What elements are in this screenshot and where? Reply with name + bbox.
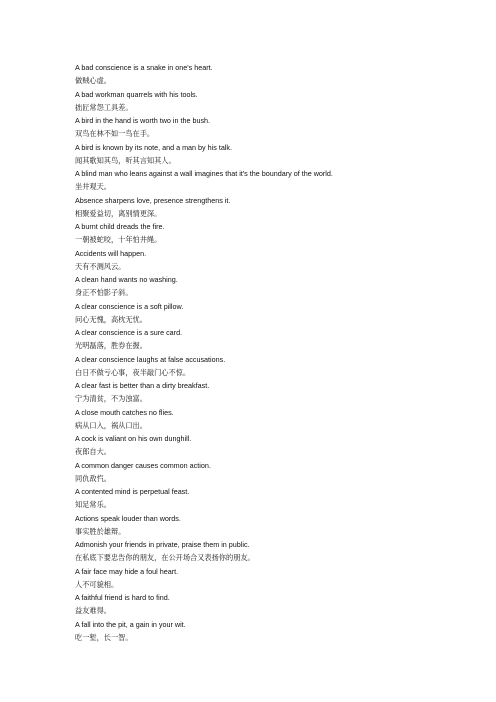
proverb-chinese: 夜郎自大。 [75, 447, 111, 456]
proverb-entry [75, 618, 475, 645]
proverb-chinese: 人不可貌相。 [75, 579, 119, 589]
proverb-english: A fair face may hide a foul heart. [75, 566, 179, 576]
proverb-english: A burnt child dreads the fire. [75, 222, 165, 231]
proverb-chinese: 病从口入，祸从口出。 [75, 420, 147, 430]
proverb-english: A clear conscience is a sure card. [75, 328, 183, 337]
proverb-chinese: 一朝被蛇咬，十年怕井绳。 [75, 235, 162, 244]
proverb-entry [75, 273, 475, 300]
proverb-english: A cock is valiant on his own dunghill. [75, 434, 192, 443]
proverb-english: A blind man who leans against a wall imagines that it's the boundary of the world. [75, 169, 333, 178]
proverb-english: A bad conscience is a snake in one's heart. [75, 63, 213, 72]
proverb-english: Admonish your friends in private, praise them in public. [75, 540, 250, 549]
proverb-english: A faithful friend is hard to find. [75, 593, 170, 602]
proverb-entry [75, 114, 475, 141]
proverb-chinese: 吃一堑，长一智。 [75, 632, 133, 642]
proverb-english: A contented mind is perpetual feast. [75, 487, 190, 496]
proverb-entry [75, 406, 475, 433]
proverb-entry [75, 432, 475, 459]
proverb-chinese: 身正不怕影子斜。 [75, 288, 133, 297]
proverb-entry [75, 538, 475, 565]
proverb-entry [75, 141, 475, 168]
proverb-entry [75, 459, 475, 486]
proverb-chinese: 闻其歌知其鸟，听其言知其人。 [75, 155, 176, 165]
proverb-entry [75, 485, 475, 512]
proverb-chinese: 相聚爱益切，离别情更深。 [75, 208, 162, 218]
proverb-chinese: 事实胜於雄辩。 [75, 526, 126, 536]
proverb-english: Absence sharpens love, presence strengthens it. [75, 195, 231, 205]
proverb-chinese: 拙匠常怨工具差。 [75, 102, 133, 112]
proverb-english: A fall into the pit, a gain in your wit. [75, 619, 186, 629]
proverb-entry [75, 194, 475, 221]
proverb-chinese: 益友难得。 [75, 606, 111, 615]
proverb-entry [75, 353, 475, 380]
proverb-chinese: 宁为清贫，不为浊富。 [75, 394, 147, 403]
proverb-entry [75, 512, 475, 539]
proverb-english: A clear conscience is a soft pillow. [75, 301, 184, 311]
proverb-english: A bird is known by its note, and a man by his talk. [75, 142, 233, 152]
proverb-entry [75, 379, 475, 406]
proverb-entry [75, 300, 475, 327]
proverb-chinese: 天有不测风云。 [75, 261, 126, 271]
proverb-entry [75, 565, 475, 592]
proverb-chinese: 同仇敌忾。 [75, 473, 111, 483]
proverb-english: Actions speak louder than words. [75, 513, 181, 523]
proverb-chinese: 白日不做亏心事，夜半敲门心不惊。 [75, 367, 191, 377]
proverb-english: A clear conscience laughs at false accusations. [75, 354, 226, 364]
proverb-entry [75, 220, 475, 247]
proverb-english: A bird in the hand is worth two in the bush. [75, 116, 211, 125]
proverb-chinese: 做贼心虚。 [75, 76, 111, 85]
proverb-english: A close mouth catches no flies. [75, 407, 174, 417]
proverb-entry [75, 167, 475, 194]
proverb-list [75, 61, 475, 644]
proverb-english: A common danger causes common action. [75, 460, 211, 470]
proverb-entry [75, 591, 475, 618]
proverb-chinese: 光明磊落，胜券在握。 [75, 341, 147, 350]
proverb-english: A clean hand wants no washing. [75, 275, 178, 284]
proverb-entry [75, 247, 475, 274]
proverb-entry [75, 61, 475, 88]
proverb-chinese: 在私底下要忠告你的朋友，在公开场合又表扬你的朋友。 [75, 553, 255, 562]
proverb-chinese: 坐井观天。 [75, 182, 111, 191]
proverb-chinese: 双鸟在林不如一鸟在手。 [75, 129, 155, 138]
proverb-chinese: 问心无愧，高枕无忧。 [75, 314, 147, 324]
proverb-english: A clear fast is better than a dirty breakfast. [75, 381, 210, 390]
proverb-entry [75, 88, 475, 115]
proverb-chinese: 知足常乐。 [75, 500, 111, 509]
proverb-english: Accidents will happen. [75, 248, 147, 258]
proverb-english: A bad workman quarrels with his tools. [75, 89, 198, 99]
proverb-entry [75, 326, 475, 353]
